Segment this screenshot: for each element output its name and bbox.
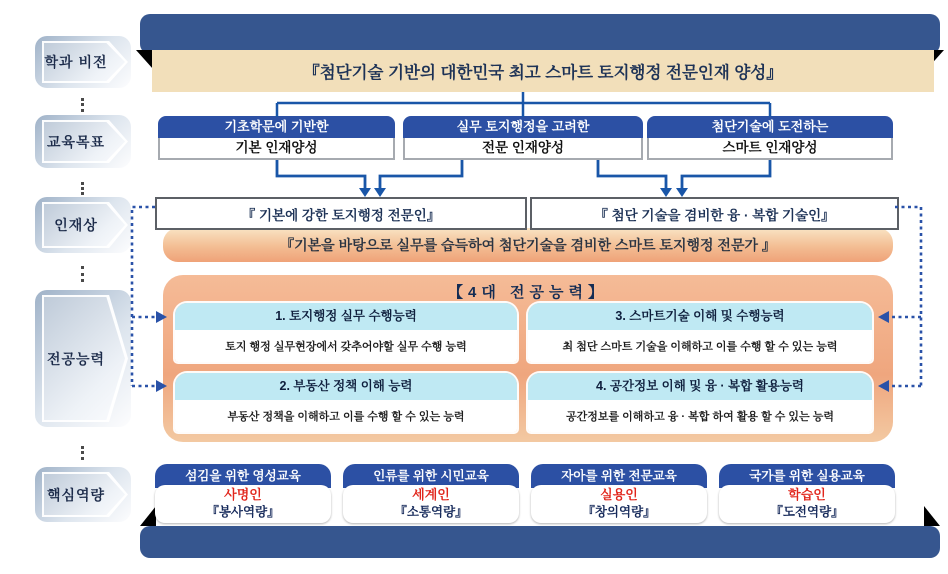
core-body [343,485,519,523]
goal-header: 기초학문에 기반한 [158,116,395,138]
dotted-left-connector [132,207,156,386]
core-competency-label: 『봉사역량』 [206,505,280,519]
core-competency-card-4 [719,464,895,523]
card-title: 2. 부동산 정책 이해 능력 [175,373,517,402]
dots-separator [81,446,84,460]
core-competency-label: 『창의역량』 [582,505,656,519]
sidebar-label: 인재상 [54,217,98,233]
major-competency-title: 【4대 전공능력】 [448,284,608,301]
dots-separator [81,98,84,112]
sidebar-label: 학과 비전 [44,54,108,70]
education-goal-box-3 [647,116,893,160]
card-desc: 토지 행정 실무현장에서 갖추어야할 실무 수행 능력 [175,332,517,362]
arrow-down-icon [374,188,386,197]
core-competency-card-2 [343,464,519,523]
card-title: 3. 스마트기술 이해 및 수행능력 [528,303,872,332]
core-header: 국가를 위한 실용교육 [719,464,895,488]
goal-header: 실무 토지행정을 고려한 [403,116,643,138]
vision-statement: 『첨단기술 기반의 대한민국 최고 스마트 토지행정 전문인재 양성』 [152,50,934,92]
core-body [719,485,895,523]
sidebar-item-major-competency [35,290,131,427]
bottom-banner-bar [140,526,940,558]
core-body [155,485,331,523]
goal-header: 첨단기술에 도전하는 [647,116,893,138]
arrow-down-icon [676,188,688,197]
core-body [531,485,707,523]
core-name: 학습인 [788,487,826,502]
major-competency-card-4 [528,373,872,432]
core-competency-label: 『도전역량』 [770,505,844,519]
sidebar-label: 교육목표 [46,133,106,150]
corner-fold [140,506,156,526]
card-desc: 부동산 정책을 이해하고 이를 수행 할 수 있는 능력 [175,402,517,432]
distribution-connector [277,92,770,117]
corner-fold [136,50,153,69]
sidebar-label: 핵심역량 [46,486,106,503]
card-title: 4. 공간정보 이해 및 융 · 복합 활용능력 [528,373,872,402]
dots-separator [81,266,84,282]
major-competency-card-2 [175,373,517,432]
core-header: 자아를 위한 전문교육 [531,464,707,488]
core-name: 세계인 [412,487,450,502]
education-goal-box-1 [158,116,395,160]
sidebar-item-talent [35,197,131,253]
arrow-down-icon [359,188,371,197]
corner-fold [924,506,940,526]
core-competency-card-1 [155,464,331,523]
core-name: 실용인 [600,487,638,502]
top-banner-bar [140,14,940,54]
sidebar-item-goals [35,115,131,168]
core-competency-card-3 [531,464,707,523]
core-header: 섬김을 위한 영성교육 [155,464,331,488]
talent-image-right-box: 『 첨단 기술을 겸비한 융 · 복합 기술인』 [530,197,899,230]
card-desc: 최 첨단 스마트 기술을 이해하고 이를 수행 할 수 있는 능력 [528,332,872,362]
goal-body: 전문 인재양성 [403,138,643,160]
talent-image-left-box: 『 기본에 강한 토지행정 전문인』 [155,197,527,230]
dotted-right-connector [889,207,921,386]
dots-separator [81,182,84,195]
arrow-down-icon [660,188,672,197]
talent-image-summary: 『기본을 바탕으로 실무를 습득하여 첨단기술을 겸비한 스마트 토지행정 전문가 』 [163,228,893,262]
sidebar-label: 전공능력 [46,350,106,367]
sidebar-item-core-competency [35,467,131,522]
sidebar-item-vision [35,36,131,88]
goal-body: 스마트 인재양성 [647,138,893,160]
major-competency-card-1 [175,303,517,362]
core-name: 사명인 [224,487,262,502]
goal-to-talent-connector [277,160,770,189]
major-competency-card-3 [528,303,872,362]
education-goal-box-2 [403,116,643,160]
core-header: 인류를 위한 시민교육 [343,464,519,488]
goal-body: 기본 인재양성 [158,138,395,160]
card-title: 1. 토지행정 실무 수행능력 [175,303,517,332]
core-competency-label: 『소통역량』 [394,505,468,519]
card-desc: 공간정보를 이해하고 융 · 복합 하여 활용 할 수 있는 능력 [528,402,872,432]
